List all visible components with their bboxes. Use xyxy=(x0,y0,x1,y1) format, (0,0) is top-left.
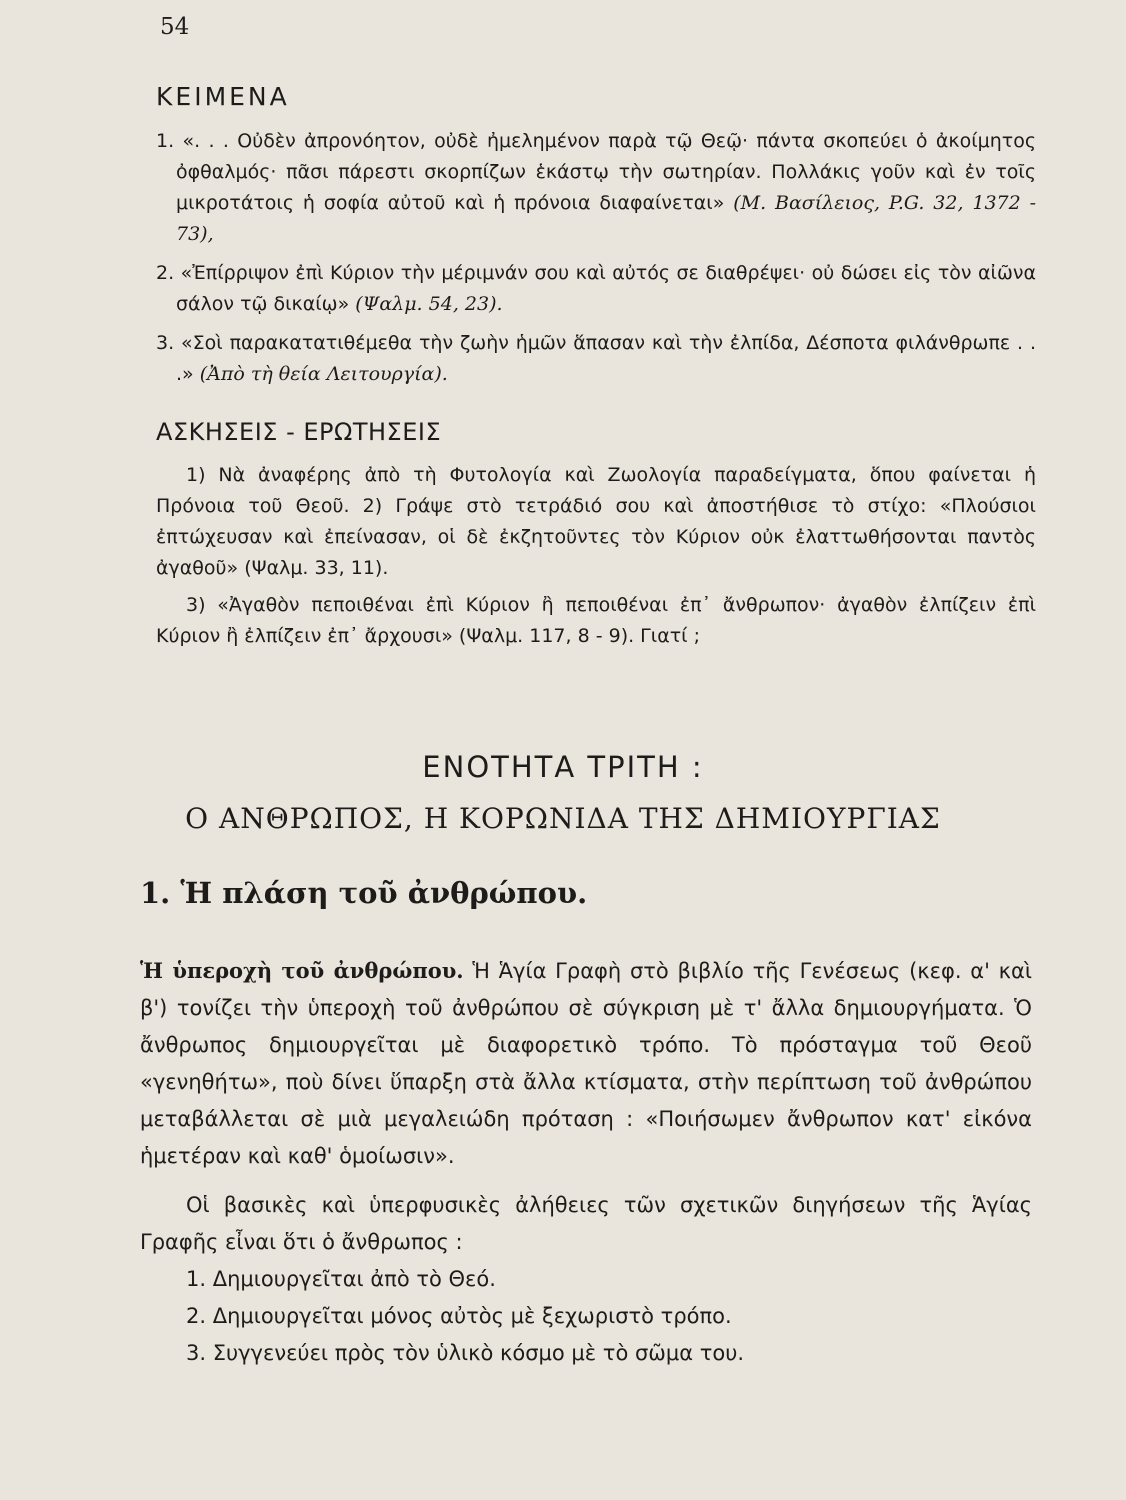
lesson-body xyxy=(140,952,1032,1372)
text-item-1-quote: 1. «. . . Οὐδὲν ἀπρονόητον, οὐδὲ ἠμελημένον παρὰ τῷ Θεῷ· πάντα σκοπεύει ὁ ἀκοίμητος ὀφθαλμός· πᾶσι πάρεστι σκορπίζων ἑκάστῳ τὴν σωτηρίαν. Πολλάκις γοῦν καὶ ἐν τοῖς μικροτάτοις ἡ σοφία αὐτοῦ καὶ ἡ πρόνοια διαφαίνεται» xyxy=(156,130,1036,214)
lesson-title: 1. Ἡ πλάση τοῦ ἀνθρώπου. xyxy=(140,876,588,910)
lesson-paragraph-2: Οἱ βασικὲς καὶ ὑπερφυσικὲς ἀλήθειες τῶν σχετικῶν διηγήσεων τῆς Ἁγίας Γραφῆς εἶναι ὅτι ὁ ἄνθρωπος : xyxy=(140,1193,1032,1254)
lesson-subheading: Ἡ ὑπεροχὴ τοῦ ἀνθρώπου. xyxy=(140,958,464,983)
lesson-paragraph-1 xyxy=(140,952,1032,1175)
texts-list xyxy=(156,126,1036,398)
lesson-paragraph-1-text: Ἡ Ἁγία Γραφὴ στὸ βιβλίο τῆς Γενέσεως (κεφ. α' καὶ β') τονίζει τὴν ὑπεροχὴ τοῦ ἀνθρώπου σὲ σύγκριση μὲ τ' ἄλλα δημιουργήματα. Ὁ ἄνθρωπος δημιουργεῖται μὲ διαφορετικὸ τρόπο. Τὸ πρόσταγμα τοῦ Θεοῦ «γενηθήτω», ποὺ δίνει ὕπαρξη στὰ ἄλλα κτίσματα, στὴν περίπτωση τοῦ ἀνθρώπου μεταβάλλεται σὲ μιὰ μεγαλειώδη πρόταση : «Ποιήσωμεν ἄνθρωπον κατ' εἰκόνα ἡμετέραν καὶ καθ' ὁμοίωσιν». xyxy=(140,959,1032,1168)
exercise-item-1: 1) Νὰ ἀναφέρης ἀπὸ τὴ Φυτολογία καὶ Ζωολογία παραδείγματα, ὅπου φαίνεται ἡ Πρόνοια τοῦ Θεοῦ. 2) Γράψε στὸ τετράδιό σου καὶ ἀποστήθισε τὸ στίχο: «Πλούσιοι ἐπτώχευσαν καὶ ἐπείνασαν, οἱ δὲ ἐκζητοῦντες τὸν Κύριον οὐκ ἐλαττωθήσονται παντὸς ἀγαθοῦ» (Ψαλμ. 33, 11). xyxy=(156,464,1036,579)
texts-heading: ΚΕΙΜΕΝΑ xyxy=(156,82,290,111)
text-item-1 xyxy=(156,126,1036,250)
truths-list xyxy=(140,1261,1032,1372)
text-item-3-ref: (Ἀπὸ τὴ θεία Λειτουργία). xyxy=(199,363,448,385)
unit-number: ΕΝΟΤΗΤΑ ΤΡΙΤΗ : xyxy=(422,750,704,784)
exercise-item-2: 3) «Ἀγαθὸν πεποιθέναι ἐπὶ Κύριον ἢ πεποιθέναι ἐπ᾿ ἄνθρωπον· ἀγαθὸν ἐλπίζειν ἐπὶ Κύριον ἢ ἐλπίζειν ἐπ᾿ ἄρχουσι» (Ψαλμ. 117, 8 - 9). Γιατί ; xyxy=(156,594,1036,647)
truth-item-3: 3. Συγγενεύει πρὸς τὸν ὑλικὸ κόσμο μὲ τὸ σῶμα του. xyxy=(186,1341,745,1365)
truth-item-1: 1. Δημιουργεῖται ἀπὸ τὸ Θεό. xyxy=(186,1267,496,1291)
page-number: 54 xyxy=(160,14,190,40)
text-item-1-ref: (Μ. Βασίλειος, P.G. 32, 1372 - 73), xyxy=(176,192,1036,245)
unit-title: Ο ΑΝΘΡΩΠΟΣ, Η ΚΟΡΩΝΙΔΑ ΤΗΣ ΔΗΜΙΟΥΡΓΙΑΣ xyxy=(185,802,941,835)
text-item-2-quote: 2. «Ἐπίρριψον ἐπὶ Κύριον τὴν μέριμνάν σου καὶ αὐτός σε διαθρέψει· οὐ δώσει εἰς τὸν αἰῶνα σάλον τῷ δικαίῳ» xyxy=(156,262,1036,315)
text-item-2 xyxy=(156,258,1036,320)
exercises-list xyxy=(156,460,1036,658)
text-item-3 xyxy=(156,328,1036,390)
exercises-heading: ΑΣΚΗΣΕΙΣ - ΕΡΩΤΗΣΕΙΣ xyxy=(156,418,442,446)
text-item-2-ref: (Ψαλμ. 54, 23). xyxy=(355,293,503,315)
truth-item-2: 2. Δημιουργεῖται μόνος αὐτὸς μὲ ξεχωριστὸ τρόπο. xyxy=(186,1304,732,1328)
text-item-3-quote: 3. «Σοὶ παρακατατιθέμεθα τὴν ζωὴν ἡμῶν ἅπασαν καὶ τὴν ἐλπίδα, Δέσποτα φιλάνθρωπε . . .» xyxy=(156,332,1036,385)
